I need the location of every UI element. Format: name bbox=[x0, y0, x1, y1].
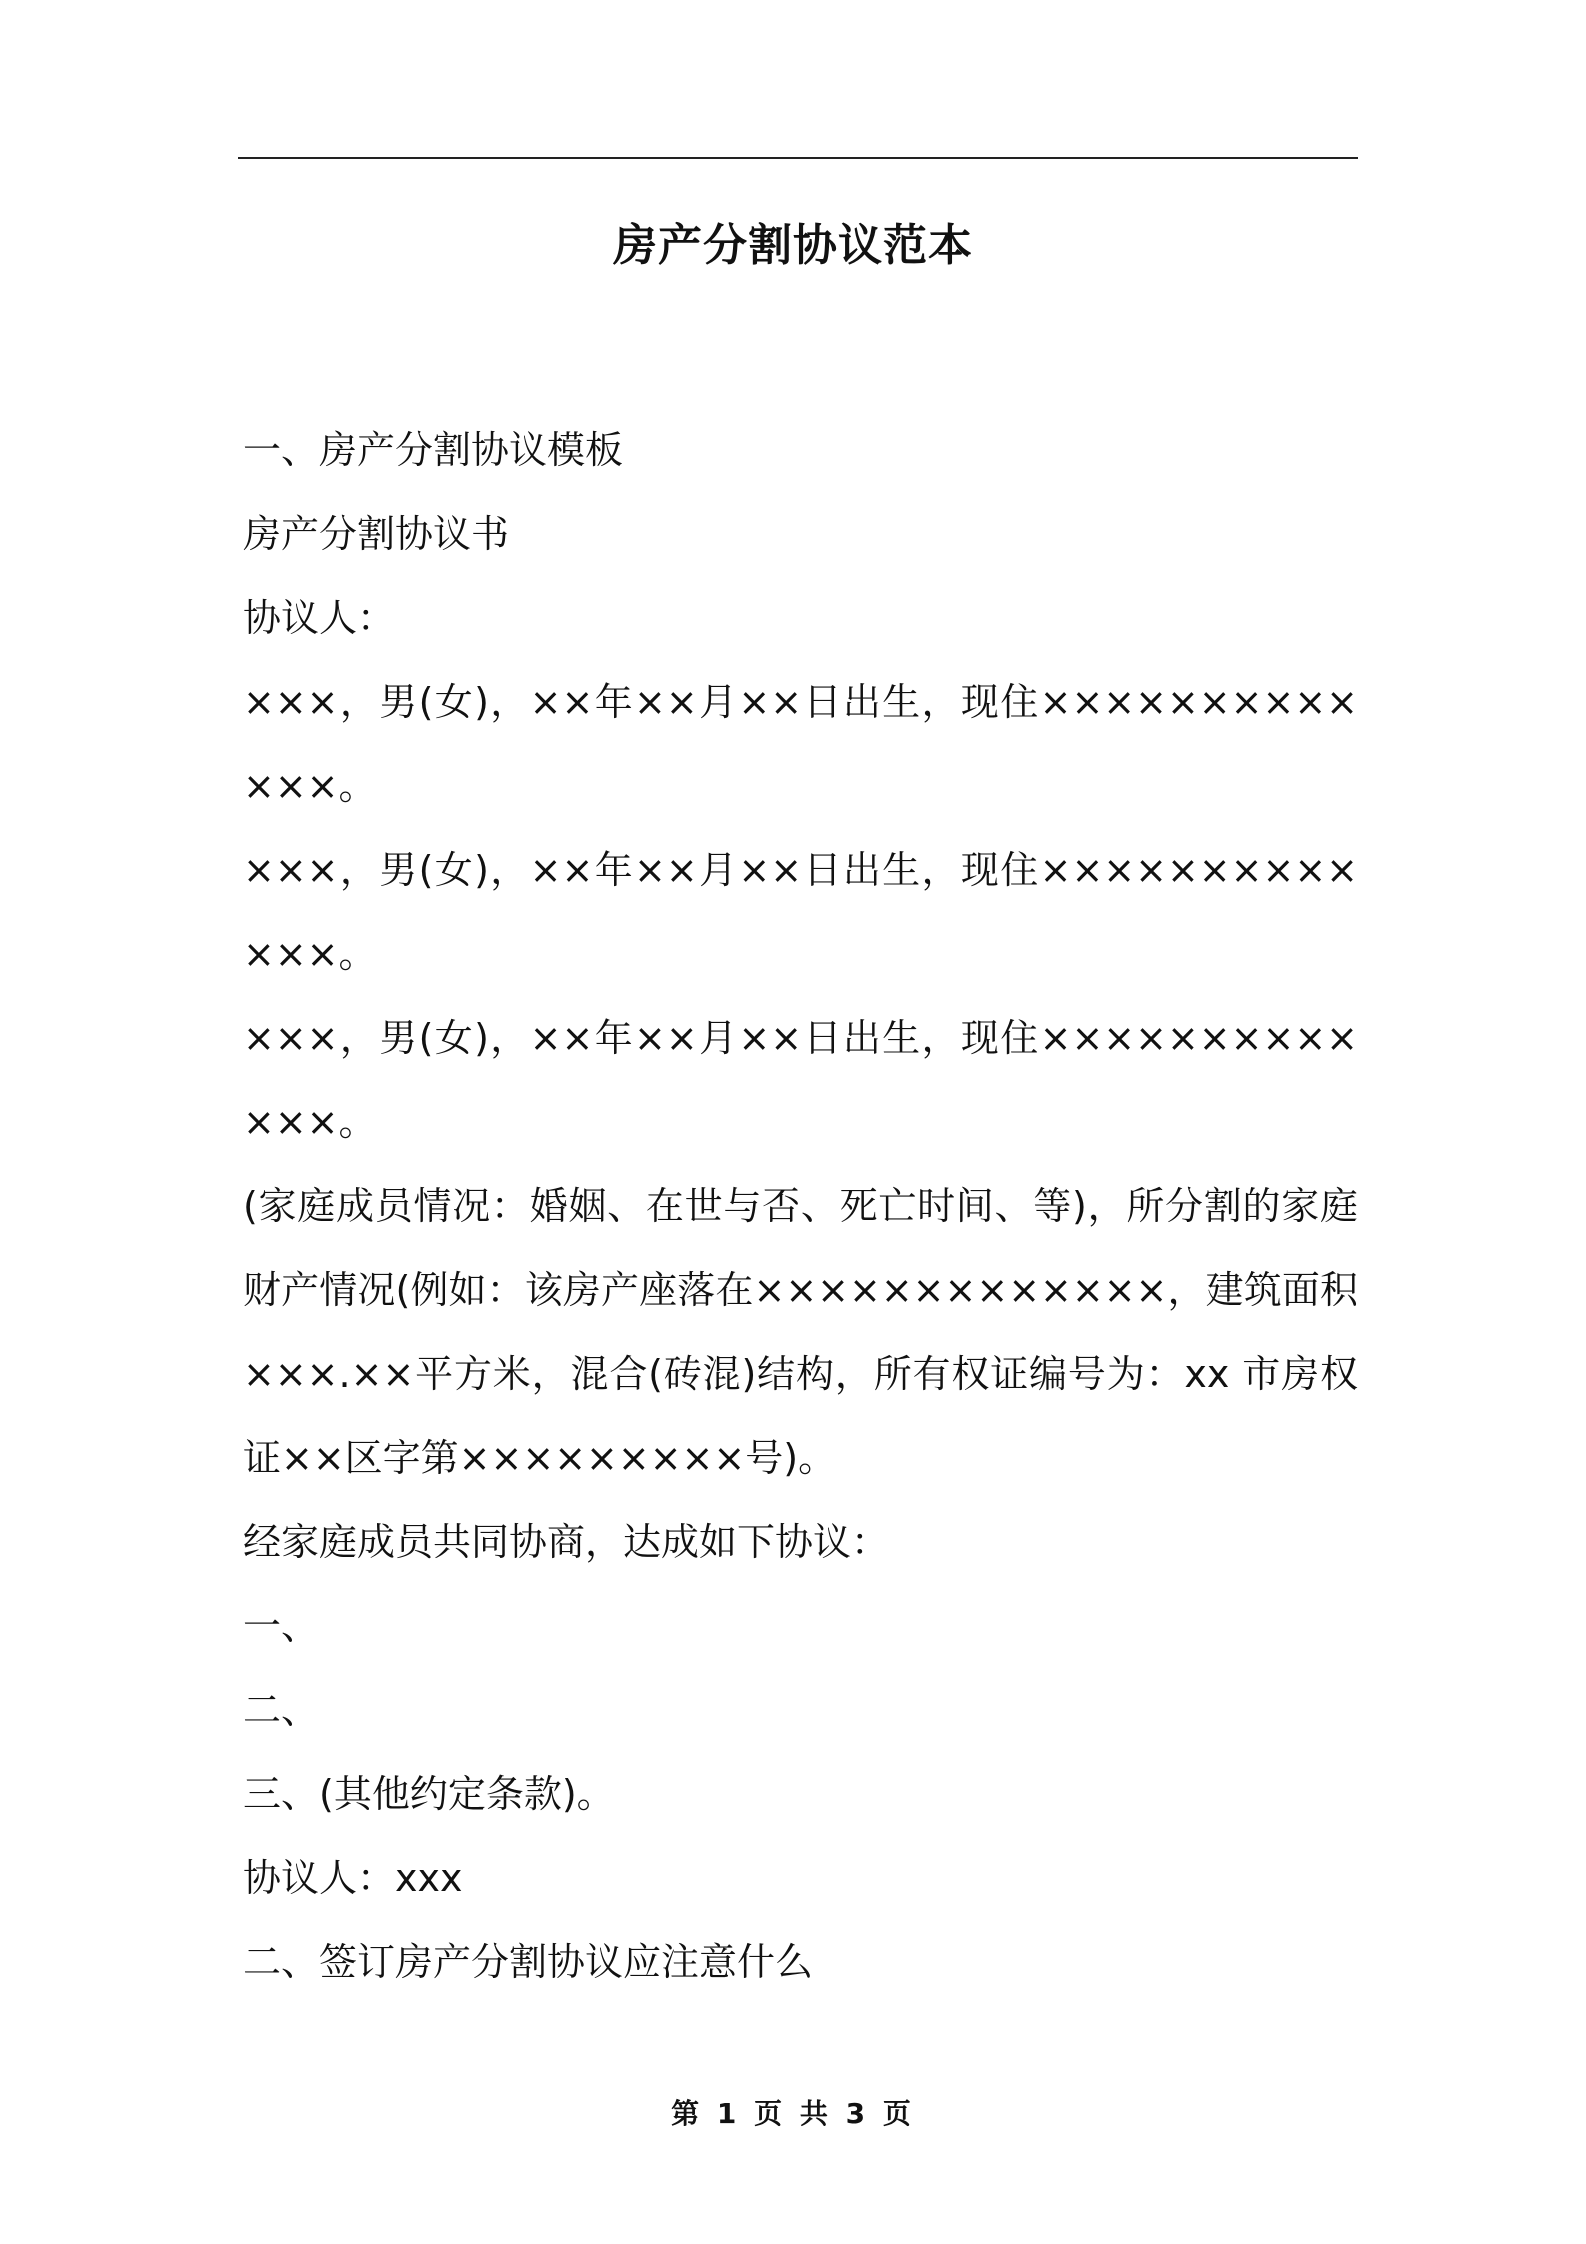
parties-label: 协议人： bbox=[243, 596, 396, 640]
party-line-1: ×××，男(女)，××年××月××日出生，现住×××××××××××××。 bbox=[243, 680, 1358, 808]
agreement-intro: 经家庭成员共同协商，达成如下协议： bbox=[243, 1520, 890, 1564]
page-footer: 第 1 页 共 3 页 bbox=[671, 2097, 915, 2130]
clause-2: 二、 bbox=[243, 1688, 320, 1732]
property-description: (家庭成员情况：婚姻、在世与否、死亡时间、等)，所分割的家庭财产情况(例如：该房产座落在×××××××××××××，建筑面积×××.××平方米，混合(砖混)结构，所有权证编号为：xx 市房权证××区字第×××××××××号)。 bbox=[243, 1184, 1358, 1480]
section-heading-notes: 二、签订房产分割协议应注意什么 bbox=[243, 1940, 814, 1984]
section-heading-template: 一、房产分割协议模板 bbox=[243, 428, 624, 472]
clause-1: 一、 bbox=[243, 1604, 320, 1648]
clause-3: 三、(其他约定条款)。 bbox=[243, 1772, 615, 1816]
party-line-2: ×××，男(女)，××年××月××日出生，现住×××××××××××××。 bbox=[243, 848, 1358, 976]
agreement-name: 房产分割协议书 bbox=[243, 512, 510, 556]
document-title: 房产分割协议范本 bbox=[613, 220, 973, 271]
signatory-line: 协议人：xxx bbox=[243, 1856, 463, 1900]
header-rule bbox=[238, 157, 1358, 159]
party-line-3: ×××，男(女)，××年××月××日出生，现住×××××××××××××。 bbox=[243, 1016, 1358, 1144]
document-body bbox=[243, 408, 1358, 2004]
